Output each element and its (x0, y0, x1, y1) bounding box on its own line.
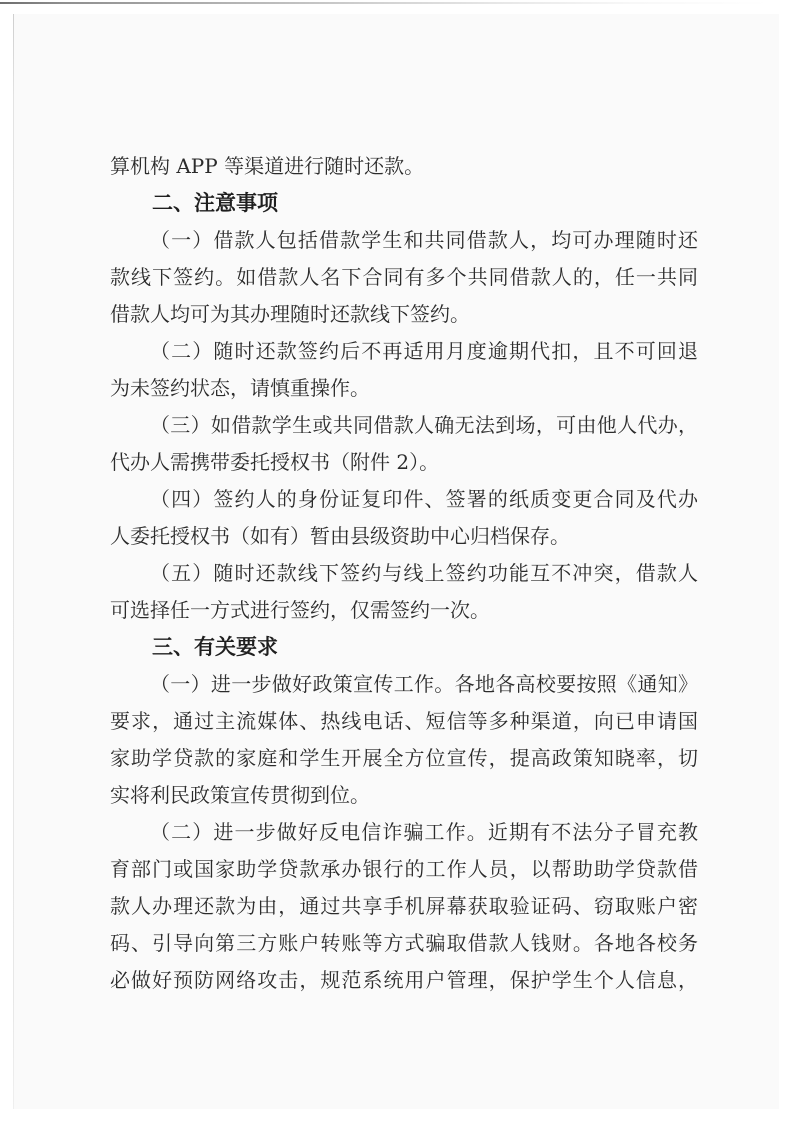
document-line: 算机构 APP 等渠道进行随时还款。 (110, 154, 425, 178)
document-line: 必做好预防网络攻击，规范系统用户管理，保护学生个人信息， (110, 968, 698, 992)
document-line: 代办人需携带委托授权书（附件 2）。 (110, 450, 440, 474)
document-line: 为未签约状态，请慎重操作。 (110, 376, 370, 400)
document-line: 款人办理还款为由，通过共享手机屏幕获取验证码、窃取账户密 (110, 894, 698, 918)
document-line: （三）如借款学生或共同借款人确无法到场，可由他人代办， (150, 413, 698, 437)
section-heading-line: 二、注意事项 (152, 191, 278, 215)
scan-left-edge-artifact (13, 14, 14, 1109)
document-line: 实将利民政策宣传贯彻到位。 (110, 783, 370, 807)
document-line: 育部门或国家助学贷款承办银行的工作人员，以帮助助学贷款借 (110, 857, 698, 881)
document-line: 可选择任一方式进行签约，仅需签约一次。 (110, 598, 490, 622)
document-line: 款线下签约。如借款人名下合同有多个共同借款人的，任一共同 (110, 265, 698, 289)
document-line: 借款人均可为其办理随时还款线下签约。 (110, 302, 470, 326)
document-line: （二）随时还款签约后不再适用月度逾期代扣，且不可回退 (150, 339, 698, 363)
document-line: 人委托授权书（如有）暂由县级资助中心归档保存。 (110, 524, 570, 548)
document-line: 码、引导向第三方账户转账等方式骗取借款人钱财。各地各校务 (110, 931, 698, 955)
document-line: （四）签约人的身份证复印件、签署的纸质变更合同及代办 (150, 487, 698, 511)
document-text-block (110, 148, 698, 999)
scan-top-edge-artifact (0, 2, 793, 4)
section-heading-line: 三、有关要求 (152, 635, 278, 659)
document-line: （一）进一步做好政策宣传工作。各地各高校要按照《通知》 (150, 672, 698, 696)
document-line: （一）借款人包括借款学生和共同借款人，均可办理随时还 (150, 228, 698, 252)
document-line: （二）进一步做好反电信诈骗工作。近期有不法分子冒充教 (150, 820, 698, 844)
document-line: （五）随时还款线下签约与线上签约功能互不冲突，借款人 (150, 561, 698, 585)
document-line: 要求，通过主流媒体、热线电话、短信等多种渠道，向已申请国 (110, 709, 698, 733)
document-line: 家助学贷款的家庭和学生开展全方位宣传，提高政策知晓率，切 (110, 746, 698, 770)
